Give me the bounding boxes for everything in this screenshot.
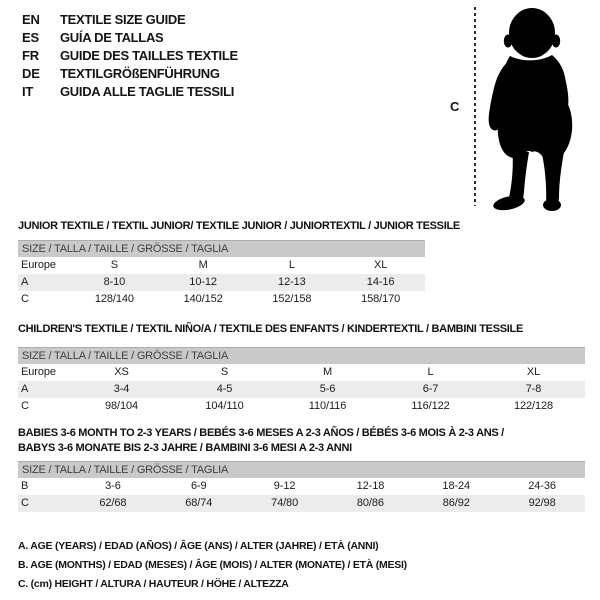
age-cell: 10-12 [189, 276, 217, 288]
table-row [18, 257, 425, 274]
height-cell: 158/170 [361, 293, 401, 305]
children-table-title [18, 322, 523, 337]
language-title: GUIDA ALLE TAGLIE TESSILI [60, 84, 235, 99]
junior-table-title [18, 219, 460, 234]
height-cell: 152/158 [272, 293, 312, 305]
height-cell: 128/140 [94, 293, 134, 305]
language-row-it [22, 83, 238, 101]
height-cell: 68/74 [185, 497, 213, 509]
row-label: C [21, 497, 29, 509]
language-code: DE [22, 66, 40, 81]
age-cell: 18-24 [442, 480, 471, 492]
table-row [18, 364, 585, 381]
footnotes [18, 537, 407, 594]
age-cell: 7-8 [525, 383, 542, 395]
language-title: TEXTILE SIZE GUIDE [60, 12, 186, 27]
height-cell: 110/116 [308, 400, 347, 412]
height-cell: 74/80 [271, 497, 299, 509]
age-cell: 6-7 [422, 383, 439, 395]
age-cell: 9-12 [273, 480, 296, 492]
size-cell: XS [114, 366, 129, 378]
height-cell: 62/68 [99, 497, 127, 509]
language-title: GUIDE DES TAILLES TEXTILE [60, 48, 238, 63]
language-code: IT [22, 84, 34, 99]
language-row-de [22, 65, 238, 83]
children-size-table [18, 347, 585, 415]
language-row-en [22, 11, 238, 29]
height-cell: 92/98 [528, 497, 556, 509]
age-cell: 3-6 [105, 480, 121, 492]
language-code: ES [22, 30, 39, 45]
row-label: B [21, 480, 29, 492]
age-cell: 4-5 [216, 383, 233, 395]
table-row [18, 381, 585, 398]
age-cell: 12-13 [278, 276, 306, 288]
age-cell: 8-10 [103, 276, 126, 288]
age-cell: 3-4 [113, 383, 130, 395]
table-row [18, 274, 425, 291]
table-row [18, 291, 425, 308]
junior-table-title-line: JUNIOR TEXTILE / TEXTIL JUNIOR/ TEXTILE JUNIOR / JUNIORTEXTIL / JUNIOR TESSILE [18, 220, 460, 232]
language-row-es [22, 29, 238, 47]
size-header-bar: SIZE / TALLA / TAILLE / GRÖSSE / TAGLIA [18, 347, 585, 364]
height-cell: 116/122 [411, 400, 450, 412]
language-title: GUÍA DE TALLAS [60, 30, 164, 45]
height-measure-label: C [450, 99, 460, 114]
size-header-bar: SIZE / TALLA / TAILLE / GRÖSSE / TAGLIA [18, 240, 425, 257]
age-cell: 5-6 [319, 383, 336, 395]
row-label: C [21, 400, 29, 412]
height-cell: 98/104 [104, 400, 139, 412]
row-label: A [21, 276, 29, 288]
age-cell: 24-36 [528, 480, 556, 492]
size-cell: L [427, 366, 434, 378]
row-label: Europe [21, 366, 56, 378]
height-cell: 140/152 [183, 293, 223, 305]
size-cell: M [198, 259, 208, 271]
table-row [18, 398, 585, 415]
toddler-silhouette-icon [486, 6, 582, 212]
row-label: Europe [21, 259, 56, 271]
language-code: EN [22, 12, 40, 27]
language-code: FR [22, 48, 39, 63]
height-cell: 104/110 [205, 400, 244, 412]
language-list [22, 11, 238, 101]
language-row-fr [22, 47, 238, 65]
babies-table-title-line2: BABYS 3-6 MONATE BIS 2-3 JAHRE / BAMBINI 3-6 MESI A 2-3 ANNI [18, 442, 352, 454]
row-label: A [21, 383, 29, 395]
footnote-c: C. (cm) HEIGHT / ALTURA / HAUTEUR / HÖHE / ALTEZZA [18, 578, 289, 590]
age-cell: 12-18 [356, 480, 385, 492]
babies-table-title [18, 426, 504, 456]
size-cell: S [220, 366, 229, 378]
language-title: TEXTILGRÖßENFÜHRUNG [60, 66, 220, 81]
height-cell: 86/92 [442, 497, 470, 509]
junior-size-table [18, 240, 425, 308]
babies-size-table [18, 461, 585, 512]
babies-table-title-line1: BABIES 3-6 MONTH TO 2-3 YEARS / BEBÉS 3-6 MESES A 2-3 AÑOS / BÉBÉS 3-6 MOIS À 2-3 ANS / [18, 427, 504, 439]
row-label: C [21, 293, 29, 305]
height-cell: 80/86 [356, 497, 384, 509]
footnote-b: B. AGE (MONTHS) / EDAD (MESES) / ÂGE (MOIS) / ALTER (MONATE) / ETÀ (MESI) [18, 559, 407, 571]
table-row [18, 478, 585, 495]
size-cell: XL [526, 366, 541, 378]
children-table-title-line: CHILDREN'S TEXTILE / TEXTIL NIÑO/A / TEXTILE DES ENFANTS / KINDERTEXTIL / BAMBINI TESSILE [18, 323, 523, 335]
table-row [18, 495, 585, 512]
footnote-a: A. AGE (YEARS) / EDAD (AÑOS) / ÂGE (ANS) / ALTER (JAHRE) / ETÀ (ANNI) [18, 540, 379, 552]
size-cell: XL [373, 259, 388, 271]
size-cell: S [110, 259, 118, 271]
age-cell: 14-16 [366, 276, 395, 288]
age-cell: 6-9 [190, 480, 207, 492]
size-header-bar: SIZE / TALLA / TAILLE / GRÖSSE / TAGLIA [18, 461, 585, 478]
height-measure-dashed-line [474, 7, 476, 206]
size-cell: L [288, 259, 295, 271]
size-cell: M [322, 366, 333, 378]
height-cell: 122/128 [513, 400, 554, 412]
